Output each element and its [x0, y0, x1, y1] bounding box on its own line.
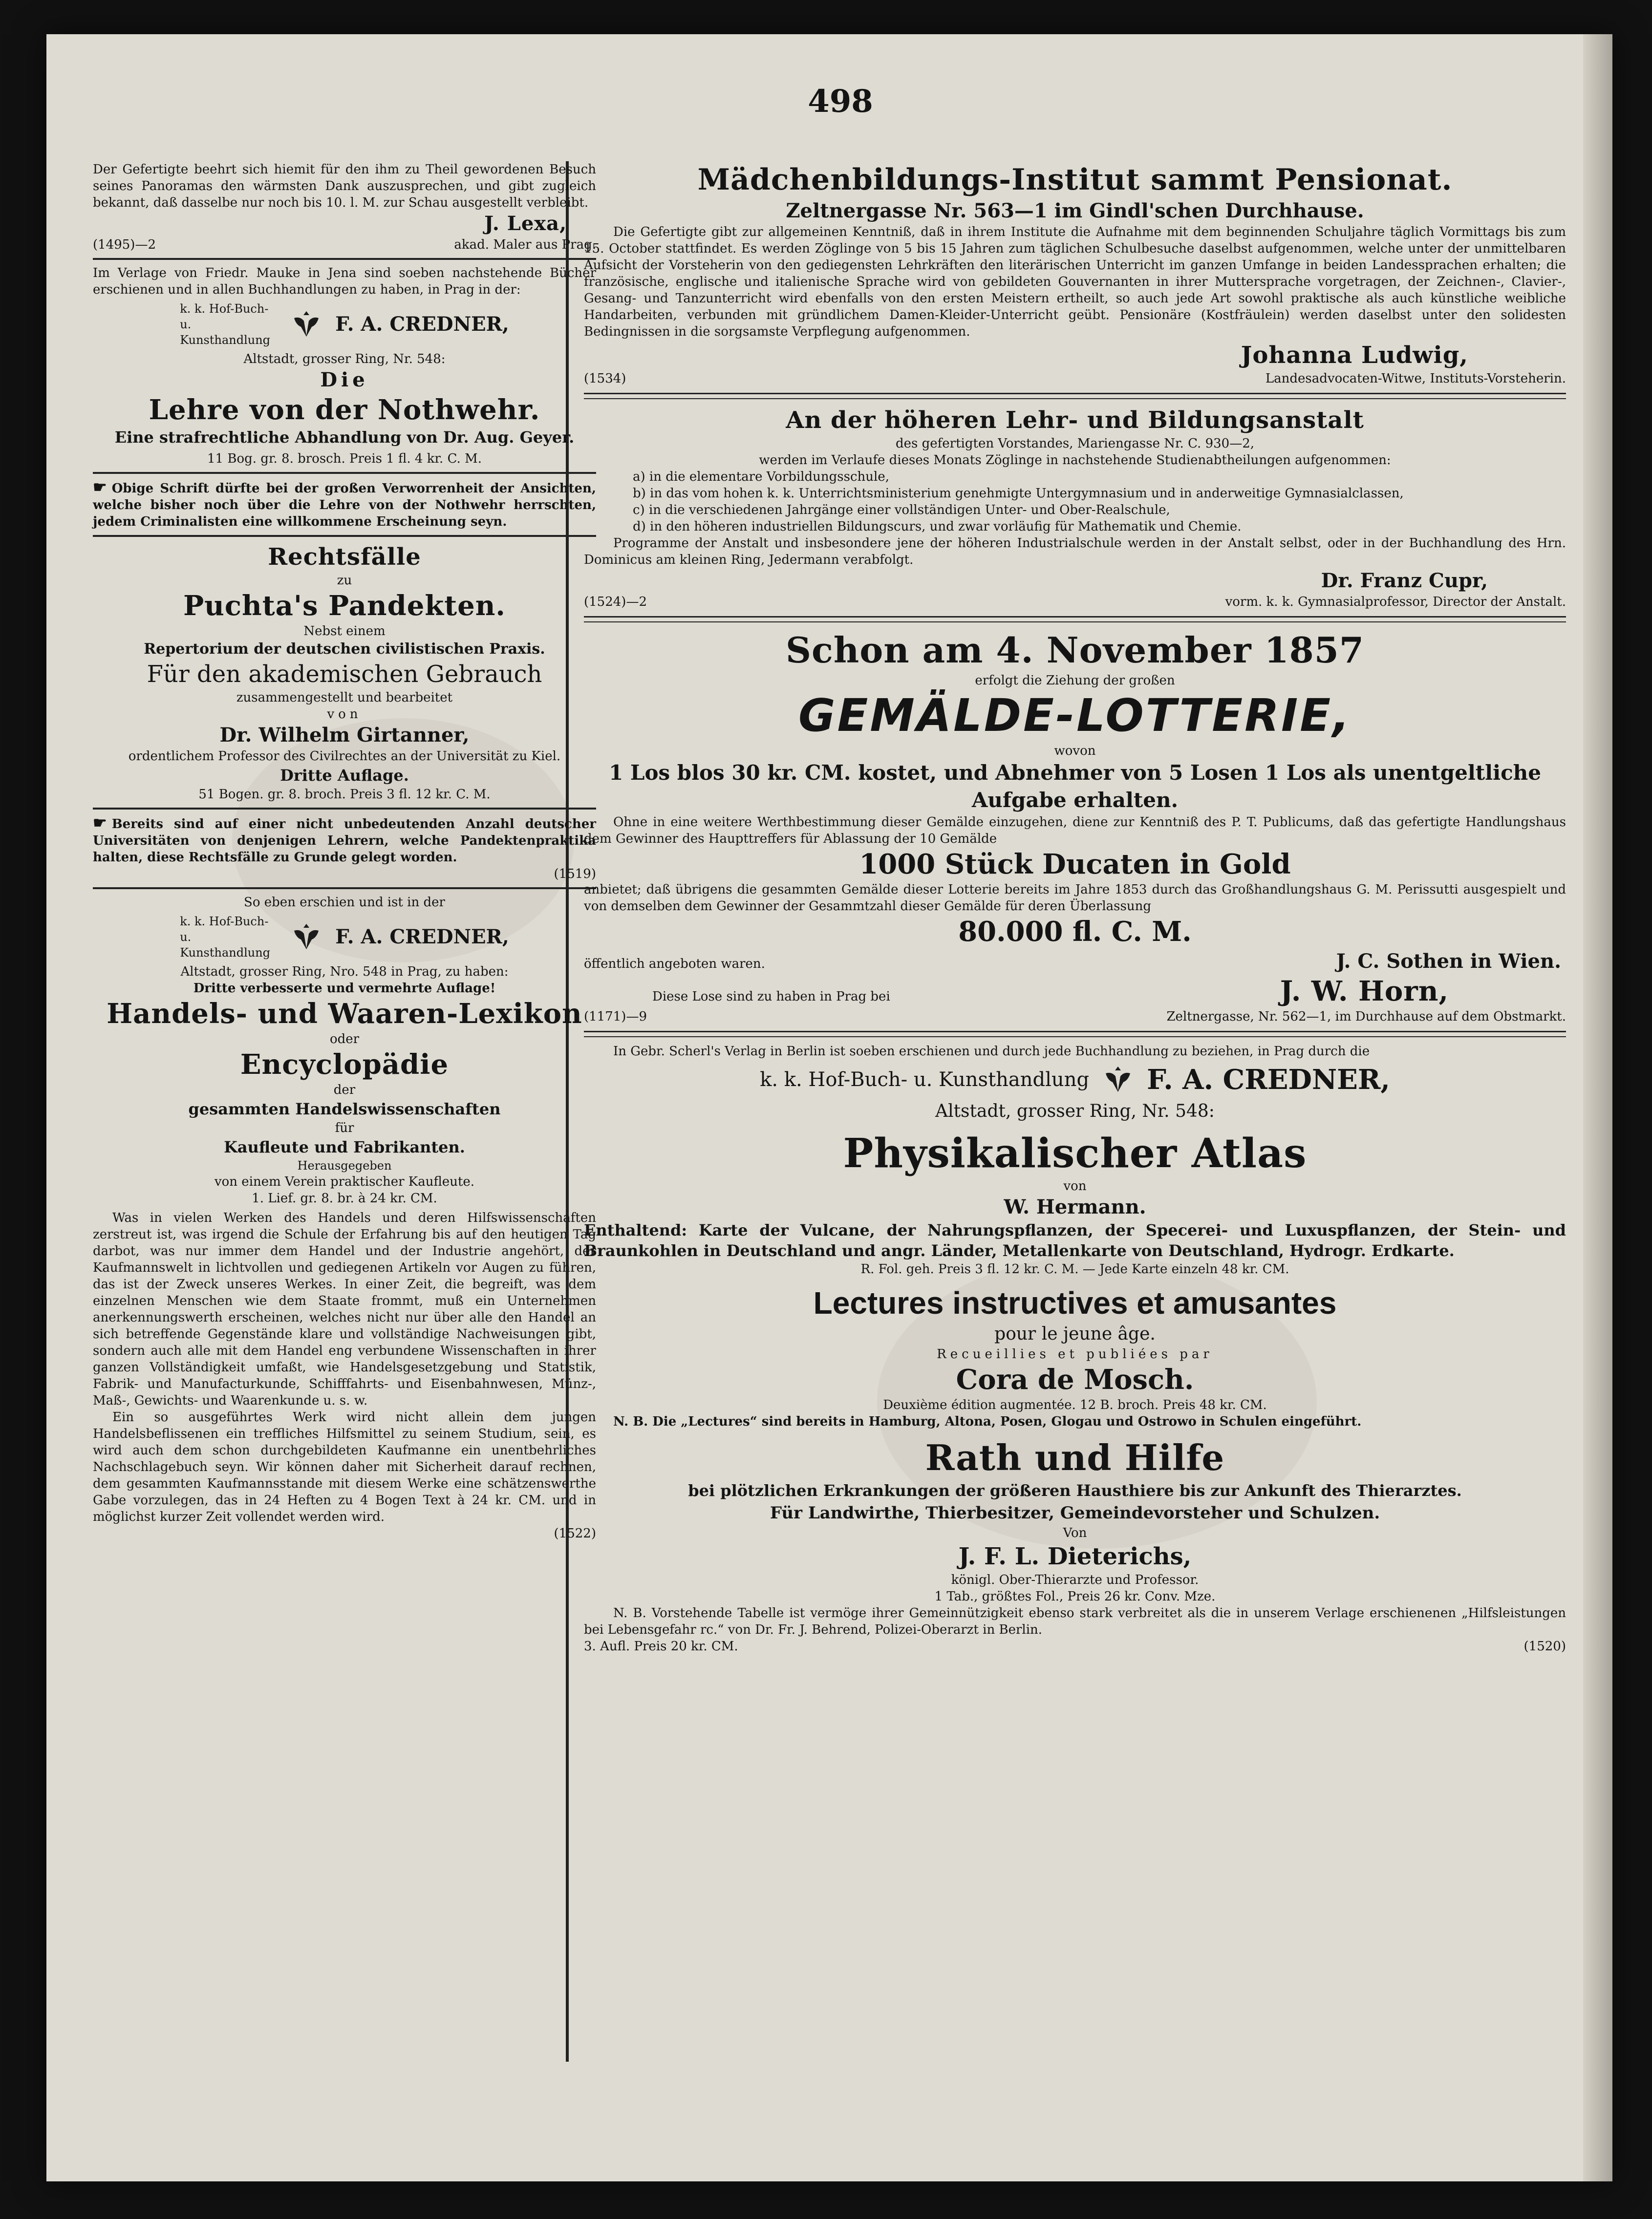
cupr-item-list [584, 469, 1566, 535]
lexikon-title4: Kaufleute und Fabrikanten. [224, 1138, 465, 1156]
nothwehr-note: Obige Schrift dürfte bei der großen Verworrenheit der Ansichten, welche bisher noch über die Lehre von der Nothwehr herrschten, jedem Criminalisten eine willkommene Erscheinung seyn. [93, 481, 596, 529]
atlas-title: Physikalischer Atlas [843, 1130, 1307, 1177]
puchta-line4: zusammengestellt und bearbeitet [236, 690, 453, 705]
lexikon-oder: oder [329, 1032, 360, 1046]
nothwehr-title: Lehre von der Nothwehr. [149, 394, 540, 426]
ad-lotterie [584, 628, 1566, 1025]
lexikon-body2: Ein so ausgeführtes Werk wird nicht allein dem jungen Handelsbeflissenen ein treffliches Hilfsmittel zu seinem Studium, sein, es wird auch dem schon durchgebildeten Kaufmanne ein unentbehrliches Nachschlagebuch seyn. Wir können daher mit Sicherheit darauf rechnen, dem gesammten Kaufmannsstande mit diesem Werke eine schätzenswerthe Gabe vorzulegen, das in 24 Heften zu 4 Bogen Text à 24 kr. CM. und in möglichst kurzer Zeit vollendet werden wird. [93, 1410, 596, 1524]
double-eagle-icon [289, 307, 323, 341]
lexa-title: akad. Maler aus Prag. [454, 237, 596, 252]
page-number: 498 [808, 83, 873, 120]
lotterie-body1: Ohne in eine weitere Werthbestimmung dieser Gemälde einzugehen, diene zur Kenntniß des P. T. Publicums, daß das gefertigte Handlungshaus dem Gewinner des Haupttreffers für Ablassung der 10 Gemälde [584, 815, 1566, 846]
lotterie-sum: 80.000 fl. C. M. [958, 916, 1192, 948]
ad-atlas [584, 1043, 1566, 1655]
divider [93, 472, 596, 474]
cupr-ref: (1524)—2 [584, 595, 647, 609]
cupr-closing: Programme der Anstalt und insbesondere jene der höheren Industrialschule werden in der Anstalt selbst, oder in der Buchhandlung des Hrn. Dominicus am kleinen Ring, Jedermann verabfolgt. [584, 536, 1566, 567]
divider [93, 887, 596, 889]
lotterie-body2: anbietet; daß übrigens die gesammten Gemälde dieser Lotterie bereits im Jahre 1853 durch das Großhandlungshaus G. M. Perissutti ausgespielt und von demselben dem Gewinner der Gesammtzahl dieser Gemälde für deren Überlassung [584, 882, 1566, 914]
nothwehr-intro: Im Verlage von Friedr. Mauke in Jena sind soeben nachstehende Bücher erschienen und in allen Buchhandlungen zu haben, in Prag in der: [93, 266, 596, 297]
lexikon-hrsg: Herausgegeben [297, 1159, 392, 1173]
lexikon-der: der [333, 1083, 356, 1097]
puchta-note: Bereits sind auf einer nicht unbedeutenden Anzahl deutscher Universitäten von denjenigen Lehrern, welche Pandektenpraktika halten, diese Rechtsfälle zu Grunde gelegt worden. [93, 817, 596, 865]
shop-small: k. k. Hof-Buch- u. Kunsthandlung [760, 1068, 1090, 1091]
nothwehr-subtitle: Eine strafrechtliche Abhandlung von Dr. Aug. Geyer. [114, 428, 575, 447]
nothwehr-article: Die [320, 368, 369, 391]
ad-puchta [93, 542, 596, 882]
lotterie-line1: erfolgt die Ziehung der großen [975, 673, 1175, 688]
lexikon-edition: Dritte verbesserte und vermehrte Auflage! [193, 981, 496, 996]
puchta-line1: Nebst einem [303, 624, 386, 639]
page-gutter [1583, 34, 1612, 2181]
lotterie-headline: Schon am 4. November 1857 [786, 629, 1364, 671]
shop-small: k. k. Hof-Buch- u. Kunsthandlung [180, 302, 271, 347]
shop-address: Altstadt, grosser Ring, Nr. 548: [243, 352, 446, 366]
list-item: c) in die verschiedenen Jahrgänge einer vollständigen Unter- und Ober-Realschule, [633, 503, 1170, 517]
rath-author-title: königl. Ober-Thierarzte und Professor. [951, 1573, 1199, 1587]
ludwig-title: Mädchenbildungs-Institut sammt Pensionat. [697, 163, 1453, 197]
atlas-intro: In Gebr. Scherl's Verlag in Berlin ist soeben erschienen und durch jede Buchhandlung zu beziehen, in Prag durch die [613, 1044, 1370, 1059]
lexa-signature: J. Lexa, [484, 212, 567, 235]
lotterie-firm2: J. W. Horn, [1280, 975, 1449, 1007]
lotterie-available: Diese Lose sind zu haben in Prag bei [652, 989, 890, 1004]
cupr-title: An der höheren Lehr- und Bildungsanstalt [786, 406, 1364, 434]
lotterie-ref: (1171)—9 [584, 1009, 647, 1024]
lexikon-ref: (1522) [554, 1526, 596, 1541]
lexikon-hrsg2: von einem Verein praktischer Kaufleute. [214, 1174, 475, 1189]
atlas-contents: Enthaltend: Karte der Vulcane, der Nahrungspflanzen, der Specerei- und Luxuspflanzen, der Stein- und Braunkohlen in Deutschland und angr. Länder, Metallenkarte von Deutschland, Hydrogr. Erdkarte. [584, 1221, 1566, 1260]
credner-imprint [93, 301, 596, 348]
rath-von: Von [1063, 1526, 1087, 1540]
divider [584, 1031, 1566, 1037]
rath-ref: (1520) [1523, 1639, 1566, 1654]
ad-nothwehr [93, 265, 596, 530]
rath-title: Rath und Hilfe [925, 1437, 1225, 1478]
puchta-price: 51 Bogen. gr. 8. broch. Preis 3 fl. 12 kr. C. M. [198, 787, 491, 802]
lexa-ref: (1495)—2 [93, 237, 156, 252]
shop-name: F. A. CREDNER, [335, 925, 509, 948]
lectures-note: N. B. Die „Lectures“ sind bereits in Hamburg, Altona, Posen, Glogau und Ostrowo in Schulen eingeführt. [613, 1414, 1362, 1429]
lectures-by: Recueillies et publiées par [937, 1347, 1213, 1362]
atlas-von: von [1063, 1179, 1087, 1194]
lectures-sub: pour le jeune âge. [994, 1324, 1156, 1344]
list-item: b) in das vom hohen k. k. Unterrichtsministerium genehmigte Untergymnasium und in anderweitige Gymnasialclassen, [633, 486, 1404, 501]
lotterie-ducats: 1000 Stück Ducaten in Gold [859, 848, 1291, 880]
lectures-edition: Deuxième édition augmentée. 12 B. broch. Preis 48 kr. CM. [883, 1398, 1267, 1412]
rath-line1: bei plötzlichen Erkrankungen der größeren Hausthiere bis zur Ankunft des Thierarztes. [688, 1481, 1462, 1500]
lexikon-body1: Was in vielen Werken des Handels und deren Hilfswissenschaften zerstreut ist, was irgend die Schule der Erfahrung bis auf den heutigen Tag darbot, was nur immer dem Handel und der Industrie angehört, der Kaufmannswelt in lichtvollen und gediegenen Artikeln vor Augen zu führen, das ist der Zweck unseres Werkes. In einer Zeit, die begreift, was dem einzelnen Menschen wie dem Staate frommt, muß ein Unternehmen anerkennungswerth erscheinen, welches nicht nur über alle den Handel an sich betreffende Gegenstände klare und vollständige Nachweisungen gibt, sondern auch alle mit dem Handel eng verbundene Wissenschaften in ihrer ganzen Vollständigkeit umfaßt, wie Handelsgesetzgebung und Statistik, Fabrik- und Manufacturkunde, Schifffahrts- und Eisenbahnwesen, Münz-, Maß-, Gewichts- und Waarenkunde u. s. w. [93, 1211, 596, 1408]
ludwig-body: Die Gefertigte gibt zur allgemeinen Kenntniß, daß in ihrem Institute die Aufnahme mit dem beginnenden Schuljahre täglich Vormittags bis zum 15. October stattfindet. Es werden Zöglinge von 5 bis 15 Jahren zum täglichen Schulbesuche daselbst aufgenommen, welche unter der unmittelbaren Aufsicht der Vorsteherin von den gediegensten Lehrkräften den literärischen Unterricht im ganzen Umfange in beiden Landessprachen erhalten; die französische, englische und italienische Sprache wird von gebildeten Gouvernanten in ihrer Muttersprache vorgetragen, der Zeichnen-, Clavier-, Gesang- und Tanzunterricht wird ebenfalls von den ersten Meistern ertheilt, so auch jede Art sowohl praktische als auch künstliche weibliche Handarbeiten, verbunden mit gründlichem Damen-Kleider-Unterricht geübt. Pensionäre (Kostfräulein) werden daselbst unter den solidesten Bedingnissen in die sorgsamste Verpflegung aufgenommen. [584, 225, 1566, 339]
lexikon-title2: Encyclopädie [240, 1048, 449, 1081]
shop-small: k. k. Hof-Buch- u. Kunsthandlung [180, 915, 271, 960]
lotterie-title: GEMÄLDE-LOTTERIE, [798, 689, 1352, 742]
ludwig-ref: (1534) [584, 371, 626, 386]
ludwig-signature: Johanna Ludwig, [1241, 341, 1468, 369]
divider [93, 258, 596, 260]
lotterie-offer: 1 Los blos 30 kr. CM. kostet, und Abnehmer von 5 Losen 1 Los als unentgeltliche Aufgabe erhalten. [609, 761, 1541, 812]
lexikon-intro: So eben erschien und ist in der [244, 895, 445, 910]
puchta-line3: Für den akademischen Gebrauch [147, 661, 542, 688]
puchta-edition: Dritte Auflage. [280, 766, 409, 785]
atlas-author: W. Hermann. [1004, 1195, 1146, 1218]
left-column [93, 161, 596, 1542]
ludwig-sig-title: Landesadvocaten-Witwe, Instituts-Vorsteherin. [1265, 371, 1566, 386]
rath-note: N. B. Vorstehende Tabelle ist vermöge ihrer Gemeinnützigkeit ebenso stark verbreitet als die in unserem Verlage erschienenen „Hilfsleistungen bei Lebensgefahr rc.“ von Dr. Fr. J. Behrend, Polizei-Oberarzt in Berlin. [584, 1606, 1566, 1637]
ad-lexa [93, 161, 596, 253]
ad-lexikon [93, 894, 596, 1542]
puchta-title2: zu [337, 573, 352, 588]
cupr-line2: werden im Verlaufe dieses Monats Zöglinge in nachstehende Studienabtheilungen aufgenommen: [759, 453, 1391, 468]
cupr-signature: Dr. Franz Cupr, [1321, 569, 1488, 592]
divider [584, 393, 1566, 399]
lotterie-firm2-addr: Zeltnergasse, Nr. 562—1, im Durchhause auf dem Obstmarkt. [1166, 1009, 1566, 1024]
puchta-title3: Puchta's Pandekten. [183, 590, 506, 622]
puchta-title1: Rechtsfälle [268, 543, 421, 571]
puchta-line5: von [327, 707, 362, 722]
lexa-text: Der Gefertigte beehrt sich hiemit für den ihm zu Theil gewordenen Besuch seines Panoramas den wärmsten Dank auszusprechen, und gibt zugleich bekannt, daß dasselbe nur noch bis 10. l. M. zur Schau ausgestellt verbleibt. [93, 162, 596, 210]
cupr-sig-title: vorm. k. k. Gymnasialprofessor, Director der Anstalt. [1225, 595, 1566, 609]
right-column [584, 161, 1566, 1655]
lectures-title: Lectures instructives et amusantes [813, 1285, 1337, 1321]
lotterie-firm1: J. C. Sothen in Wien. [1336, 950, 1561, 973]
puchta-ref: (1519) [554, 867, 596, 881]
cupr-line1: des gefertigten Vorstandes, Mariengasse Nr. C. 930—2, [895, 436, 1255, 451]
shop-name: F. A. CREDNER, [1147, 1064, 1390, 1096]
pointing-hand-icon: ☛ [93, 478, 107, 496]
puchta-line2: Repertorium der deutschen civilistischen Praxis. [144, 640, 545, 658]
ad-ludwig [584, 161, 1566, 387]
puchta-author-title: ordentlichem Professor des Civilrechtes an der Universität zu Kiel. [128, 749, 561, 764]
lotterie-wovon: wovon [1054, 744, 1096, 758]
lectures-author: Cora de Mosch. [956, 1364, 1194, 1396]
list-item: d) in den höheren industriellen Bildungscurs, und zwar vorläufig für Mathematik und Chemie. [633, 519, 1242, 534]
double-eagle-icon [1101, 1063, 1135, 1097]
list-item: a) in die elementare Vorbildungsschule, [633, 469, 889, 484]
atlas-price: R. Fol. geh. Preis 3 fl. 12 kr. C. M. — Jede Karte einzeln 48 kr. CM. [860, 1262, 1289, 1277]
lexikon-title3: gesammten Handelswissenschaften [188, 1100, 501, 1118]
ludwig-address: Zeltnergasse Nr. 563—1 im Gindl'schen Durchhause. [786, 199, 1364, 222]
pointing-hand-icon: ☛ [93, 813, 107, 832]
shop-address: Altstadt, grosser Ring, Nr. 548: [935, 1101, 1215, 1121]
lexikon-fuer: für [335, 1121, 354, 1135]
shop-name: F. A. CREDNER, [335, 313, 509, 336]
credner-imprint [93, 914, 596, 960]
divider [584, 616, 1566, 622]
double-eagle-icon [289, 920, 323, 954]
rath-price2: 3. Aufl. Preis 20 kr. CM. [584, 1639, 738, 1654]
lexikon-title: Handels- und Waaren-Lexikon [107, 998, 582, 1030]
lotterie-offered: öffentlich angeboten waren. [584, 957, 765, 971]
rath-line2: Für Landwirthe, Thierbesitzer, Gemeindevorsteher und Schulzen. [770, 1503, 1380, 1523]
ad-cupr [584, 405, 1566, 610]
nothwehr-price: 11 Bog. gr. 8. brosch. Preis 1 fl. 4 kr. C. M. [207, 451, 482, 466]
credner-imprint [584, 1063, 1566, 1097]
divider [93, 808, 596, 810]
puchta-author: Dr. Wilhelm Girtanner, [219, 724, 470, 747]
shop-address: Altstadt, grosser Ring, Nro. 548 in Prag, zu haben: [180, 964, 509, 979]
lexikon-price: 1. Lief. gr. 8. br. à 24 kr. CM. [252, 1191, 437, 1206]
rath-author: J. F. L. Dieterichs, [958, 1543, 1192, 1570]
divider [93, 535, 596, 537]
rath-price: 1 Tab., größtes Fol., Preis 26 kr. Conv. Mze. [934, 1589, 1216, 1604]
